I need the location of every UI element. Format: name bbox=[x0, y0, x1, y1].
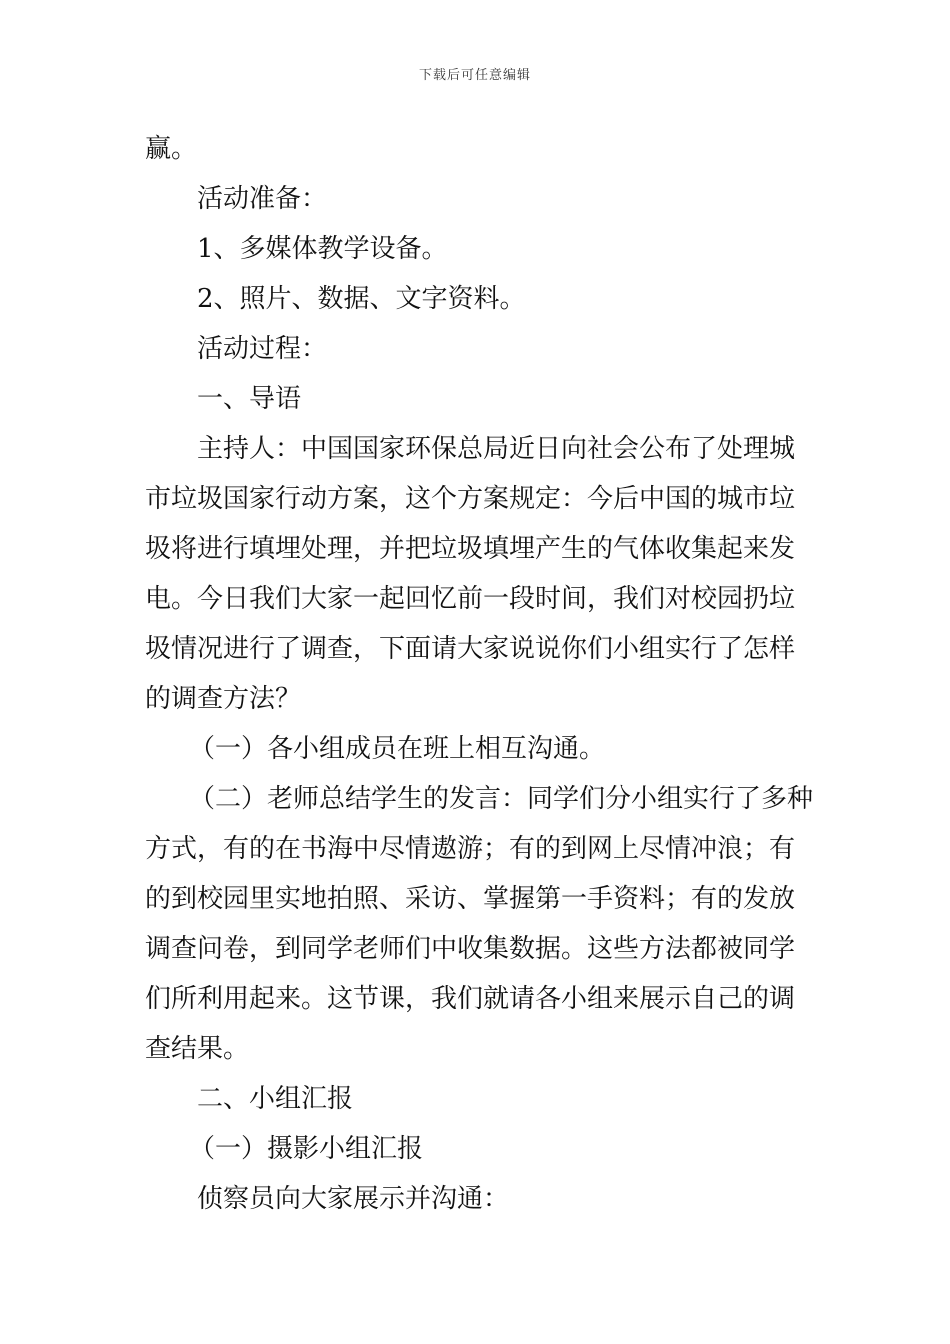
section-heading-introduction: 一、导语 bbox=[197, 384, 302, 414]
list-item-multimedia: 1、多媒体教学设备。 bbox=[197, 234, 448, 264]
document-body bbox=[145, 124, 815, 1224]
page-header-note: 下载后可任意编辑 bbox=[418, 68, 531, 83]
list-item-materials: 2、照片、数据、文字资料。 bbox=[197, 284, 526, 314]
subsection-heading-photography: （一）摄影小组汇报 bbox=[189, 1134, 424, 1164]
heading-activity-process: 活动过程： bbox=[197, 334, 328, 364]
paragraph-host-speech: 主持人：中国国家环保总局近日向社会公布了处理城市垃圾国家行动方案，这个方案规定：今后中国的城市垃圾将进行填埋处理，并把垃圾填埋产生的气体收集起来发电。今日我们大家一起回忆前一段时间，我们对校园扔垃圾情况进行了调查，下面请大家说说你们小组实行了怎样的调查方法？ bbox=[145, 434, 796, 714]
paragraph-scout-presentation: 侦察员向大家展示并沟通： bbox=[197, 1184, 510, 1214]
paragraph-group-communication: （一）各小组成员在班上相互沟通。 bbox=[189, 734, 606, 764]
paragraph-continuation: 赢。 bbox=[145, 134, 198, 164]
heading-activity-preparation: 活动准备： bbox=[197, 184, 328, 214]
paragraph-teacher-summary: （二）老师总结学生的发言：同学们分小组实行了多种方式，有的在书海中尽情遨游；有的到网上尽情冲浪；有的到校园里实地拍照、采访、掌握第一手资料；有的发放调查问卷，到同学老师们中收集数据。这些方法都被同学们所利用起来。这节课，我们就请各小组来展示自己的调查结果。 bbox=[145, 784, 814, 1064]
section-heading-group-report: 二、小组汇报 bbox=[197, 1084, 354, 1114]
